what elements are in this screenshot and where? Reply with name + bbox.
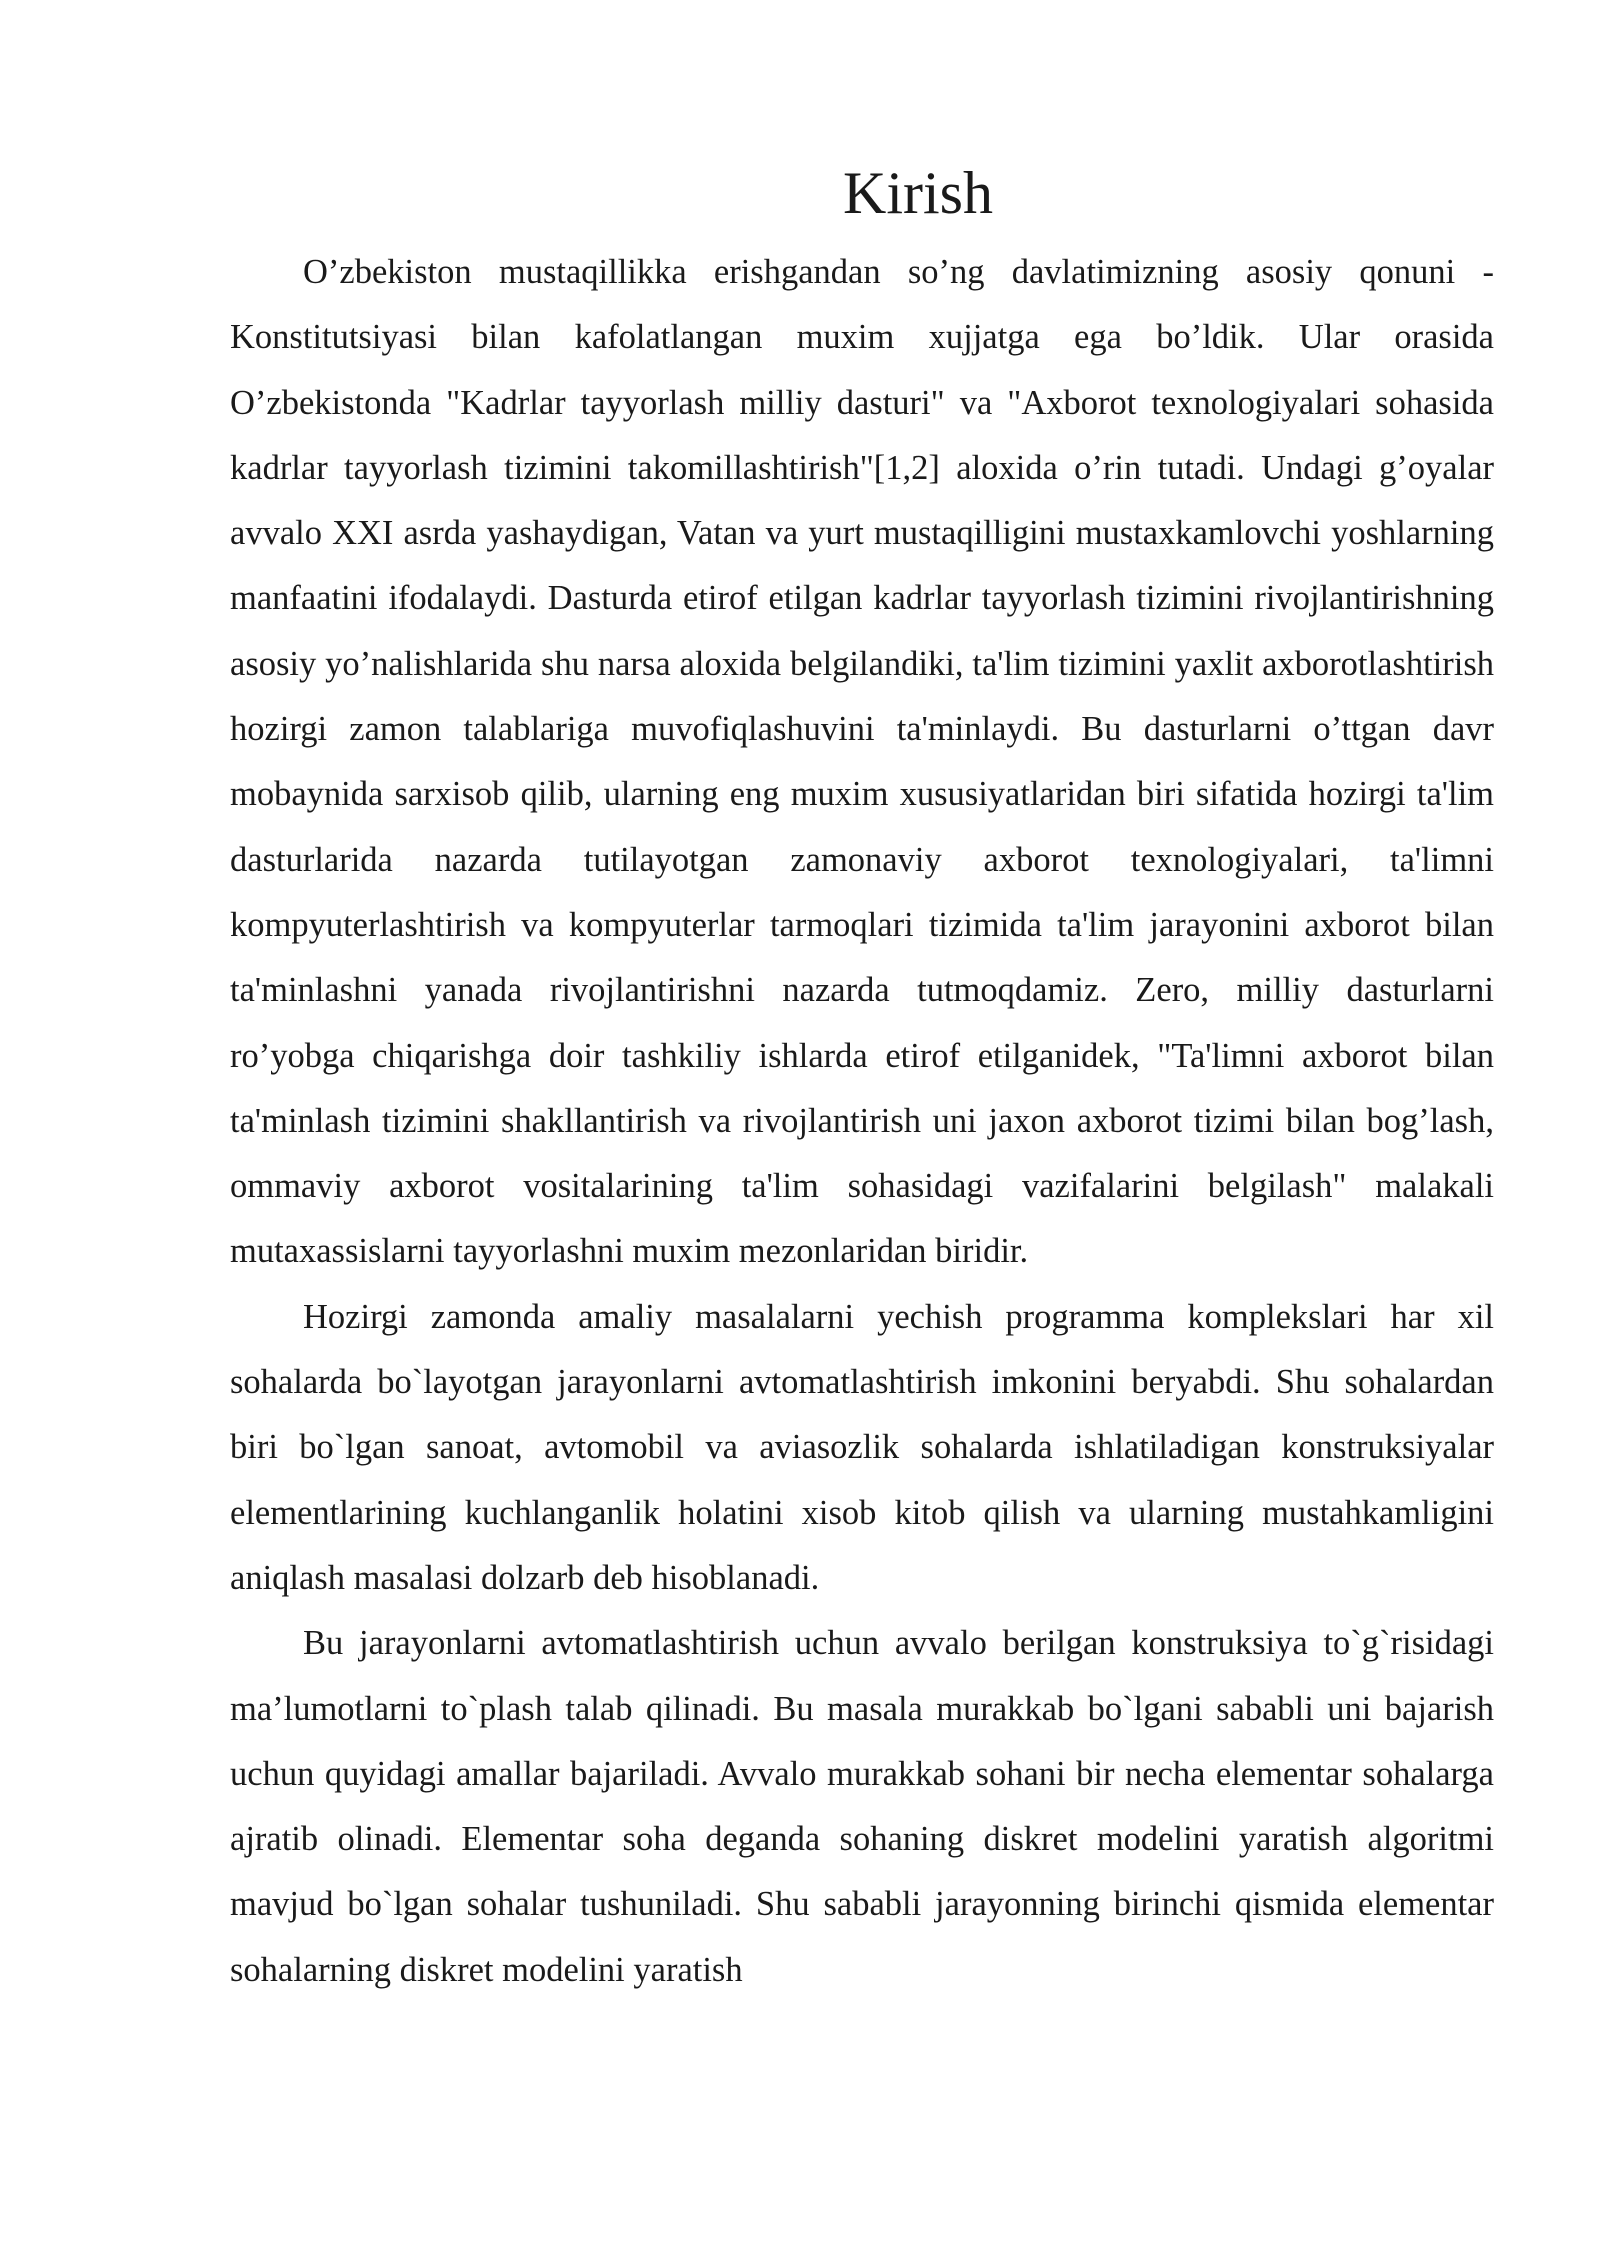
document-body (230, 148, 1494, 2003)
paragraph-1: O’zbekiston mustaqillikka erishgandan so’ng davlatimizning asosiy qonuni - Konstitutsiyasi bilan kafolatlangan muxim xujjatga ega bo’ldik. Ular orasida O’zbekistonda "Kadrlar tayyorlash milliy dasturi" va "Axborot texnologiyalari sohasida kadrlar tayyorlash tizimini takomillashtirish"[1,2] aloxida o’rin tutadi. Undagi g’oyalar avvalo XXI asrda yashaydigan, Vatan va yurt mustaqilligini mustaxkamlovchi yoshlarning manfaatini ifodalaydi. Dasturda etirof etilgan kadrlar tayyorlash tizimini rivojlantirishning asosiy yo’nalishlarida shu narsa aloxida belgilandiki, ta'lim tizimini yaxlit axborotlashtirish hozirgi zamon talablariga muvofiqlashuvini ta'minlaydi. Bu dasturlarni o’ttgan davr mobaynida sarxisob qilib, ularning eng muxim xususiyatlaridan biri sifatida hozirgi ta'lim dasturlarida nazarda tutilayotgan zamonaviy axborot texnologiyalari, ta'limni kompyuterlashtirish va kompyuterlar tarmoqlari tizimida ta'lim jarayonini axborot bilan ta'minlashni yanada rivojlantirishni nazarda tutmoqdamiz. Zero, milliy dasturlarni ro’yobga chiqarishga doir tashkiliy ishlarda etirof etilganidek, "Ta'limni axborot bilan ta'minlash tizimini shakllantirish va rivojlantirish uni jaxon axborot tizimi bilan bog’lash, ommaviy axborot vositalarining ta'lim sohasidagi vazifalarini belgilash" malakali mutaxassislarni tayyorlashni muxim mezonlaridan biridir. (230, 253, 1494, 1271)
page-title: Kirish (843, 160, 993, 226)
paragraph-3: Bu jarayonlarni avtomatlashtirish uchun avvalo berilgan konstruksiya to`g`risidagi ma’lumotlarni to`plash talab qilinadi. Bu masala murakkab bo`lgani sababli uni bajarish uchun quyidagi amallar bajariladi. Avvalo murakkab sohani bir necha elementar sohalarga ajratib olinadi. Elementar soha deganda sohaning diskret modelini yaratish algoritmi mavjud bo`lgan sohalar tushuniladi. Shu sababli jarayonning birinchi qismida elementar sohalarning diskret modelini yaratish (230, 1624, 1494, 1989)
paragraph-2: Hozirgi zamonda amaliy masalalarni yechish programma komplekslari har xil sohalarda bo`layotgan jarayonlarni avtomatlashtirish imkonini beryabdi. Shu sohalardan biri bo`lgan sanoat, avtomobil va aviasozlik sohalarda ishlatiladigan konstruksiyalar elementlarining kuchlanganlik holatini xisob kitob qilish va ularning mustahkamligini aniqlash masalasi dolzarb deb hisoblanadi. (230, 1297, 1494, 1597)
